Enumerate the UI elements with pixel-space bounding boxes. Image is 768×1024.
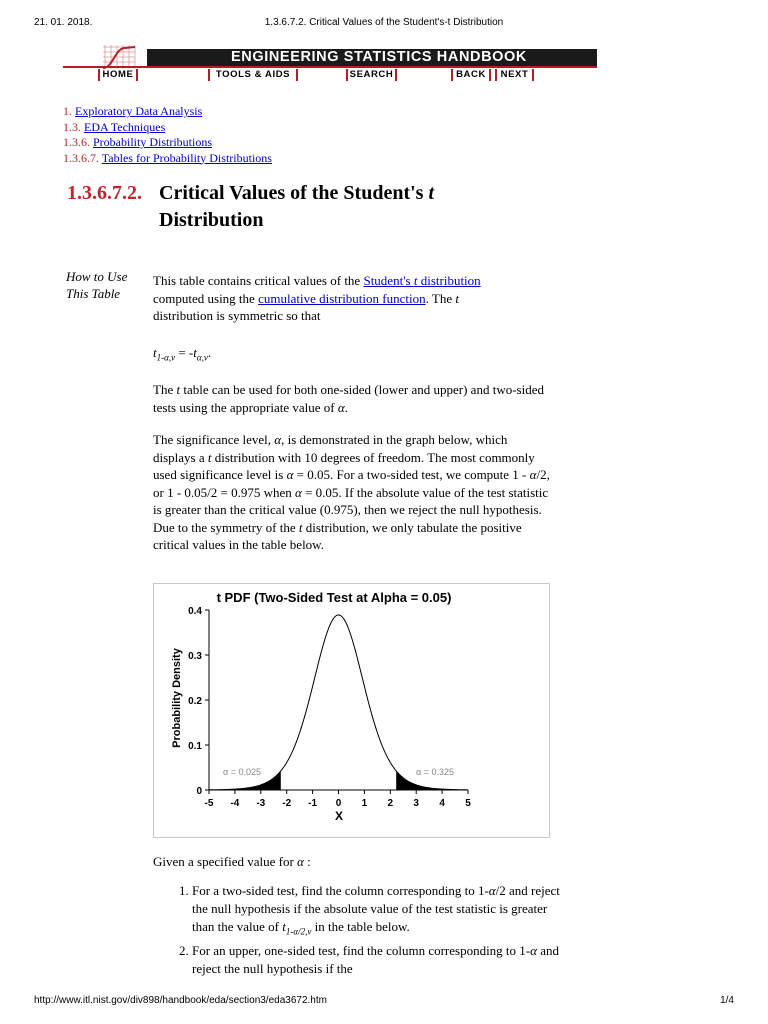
chart-x-tick-label: -1 <box>308 798 318 809</box>
next-button[interactable]: NEXT <box>495 69 534 81</box>
text: = 0.05. For a two-sided test, we compute 1 - <box>293 467 530 482</box>
symmetry-formula <box>153 344 551 367</box>
list-item <box>192 942 572 978</box>
chart-y-tick-label: 0.4 <box>188 606 202 617</box>
breadcrumb-item <box>63 135 272 151</box>
chart-x-label: X <box>334 809 344 823</box>
text: This table contains critical values of the <box>153 273 364 288</box>
instructions-list <box>175 882 572 979</box>
significance-paragraph <box>153 431 551 554</box>
search-button[interactable]: SEARCH <box>346 69 397 81</box>
title-part: t <box>428 182 435 204</box>
given-text <box>153 853 551 871</box>
students-t-distribution-link[interactable] <box>363 273 480 288</box>
chart-x-tick-label: 3 <box>413 798 419 809</box>
tools-aids-button[interactable]: TOOLS & AIDS <box>208 69 298 81</box>
home-button[interactable]: HOME <box>98 69 138 81</box>
formula-part: . <box>207 345 212 360</box>
section-number: 1.3.6.7.2. <box>67 182 142 204</box>
link-text: Student's <box>363 273 414 288</box>
text: α <box>530 942 537 958</box>
text: For a two-sided test, find the column corresponding to 1- <box>192 883 489 898</box>
text: t <box>298 519 303 535</box>
formula-part: = - <box>175 345 194 360</box>
text: , is demonstrated in the graph below, which displays a <box>153 432 508 465</box>
text: distribution with 10 degrees of freedom. The most commonly used significance level is <box>153 449 535 482</box>
breadcrumb-item <box>63 151 272 167</box>
chart-y-tick-label: 0.3 <box>188 651 202 662</box>
text: α <box>529 467 537 482</box>
formula-sub: α,ν <box>196 352 208 363</box>
text: α <box>286 467 294 482</box>
text: α <box>274 432 282 447</box>
chart-pdf-curve <box>209 615 468 790</box>
formula-sub: 1-α,ν <box>156 352 176 363</box>
chart-annotation-right: α = 0.325 <box>416 767 454 777</box>
handbook-banner <box>63 44 683 84</box>
breadcrumb-link-probability-distributions[interactable]: Probability Distributions <box>93 135 213 149</box>
text: t <box>176 382 181 397</box>
text: : <box>303 854 311 869</box>
title-part: Critical Values of the Student's <box>159 182 429 204</box>
chart-title: t PDF (Two-Sided Test at Alpha = 0.05) <box>216 590 452 605</box>
text: distribution is symmetric so that <box>153 308 321 323</box>
text: The <box>153 382 177 397</box>
t-pdf-chart-svg <box>154 584 551 839</box>
breadcrumb-item <box>63 120 272 136</box>
print-url: http://www.itl.nist.gov/div898/handbook/eda/section3/eda3672.htm <box>34 995 327 1006</box>
chart-x-tick-label: -3 <box>256 798 266 809</box>
text: α <box>297 854 304 869</box>
text: and reject the null hypothesis if the <box>192 942 559 976</box>
link-text: distribution <box>417 273 481 288</box>
formula-part: t <box>193 345 197 360</box>
text: α <box>488 883 496 898</box>
cdf-link[interactable]: cumulative distribution function <box>258 290 426 306</box>
breadcrumb-number: 1.3. <box>63 119 81 134</box>
chart-y-tick-label: 0 <box>196 786 202 797</box>
breadcrumb-item <box>63 104 272 120</box>
intro-paragraph <box>153 272 551 325</box>
breadcrumb <box>63 104 272 166</box>
chart-x-tick-label: -5 <box>204 798 214 809</box>
text: The significance level, <box>153 432 275 447</box>
text: . <box>344 399 348 415</box>
chart-x-tick-label: 2 <box>387 798 394 809</box>
text: t <box>282 919 286 934</box>
chart-y-label: Probability Density <box>171 648 183 748</box>
formula-part: t <box>153 345 157 360</box>
chart-x-tick-label: 5 <box>465 798 471 809</box>
text: distribution, we only tabulate the positive critical values in the table below. <box>153 519 522 552</box>
chart-y-tick-label: 0.2 <box>188 696 202 707</box>
chart-y-tick-label: 0.1 <box>188 741 202 752</box>
banner-divider <box>63 66 597 68</box>
section-title <box>159 180 639 234</box>
list-item <box>192 882 572 941</box>
breadcrumb-number: 1. <box>63 104 72 118</box>
banner-title: ENGINEERING STATISTICS HANDBOOK <box>147 49 597 66</box>
title-part: Distribution <box>159 209 264 231</box>
text: in the table below. <box>311 919 410 934</box>
text: /2 and reject the null hypothesis if the absolute value of the test statistic is greater than the value of <box>192 883 560 934</box>
text: . The <box>425 290 456 306</box>
chart-x-tick-label: -2 <box>282 798 292 809</box>
text: /2, or 1 - 0.05/2 = 0.975 when <box>153 467 550 500</box>
breadcrumb-link-eda-techniques[interactable]: EDA Techniques <box>84 119 166 134</box>
text: Given a specified value for <box>153 854 298 869</box>
usage-paragraph <box>153 381 551 416</box>
text: α <box>337 399 345 415</box>
text: table can be used for both one-sided (lower and upper) and two-sided tests using the appropriate value of <box>153 382 544 415</box>
text: = 0.05. If the absolute value of the test statistic is greater than the critical value (0.975), then we reject the null hypothesis. Due to the symmetry of the <box>153 484 549 535</box>
chart-x-tick-label: 1 <box>361 798 368 809</box>
breadcrumb-number: 1.3.6.7. <box>63 150 99 165</box>
print-page-title: 1.3.6.7.2. Critical Values of the Student's-t Distribution <box>264 17 504 28</box>
back-button[interactable]: BACK <box>451 69 491 81</box>
text: computed using the <box>153 290 259 306</box>
chart-x-tick-label: 0 <box>335 798 342 809</box>
print-date: 21. 01. 2018. <box>34 17 93 28</box>
breadcrumb-link-tables[interactable]: Tables for Probability Distributions <box>101 150 272 165</box>
link-text: t <box>413 273 418 288</box>
text: α <box>295 484 302 500</box>
text: t <box>207 449 212 465</box>
text: For an upper, one-sided test, find the column corresponding to 1- <box>192 942 531 958</box>
chart-x-tick-label: 4 <box>439 798 445 809</box>
breadcrumb-link-eda[interactable]: Exploratory Data Analysis <box>75 104 203 118</box>
print-page-number: 1/4 <box>720 995 734 1006</box>
sidenote-how-to-use: How to Use This Table <box>66 269 128 301</box>
chart-x-tick-label: -4 <box>230 798 240 809</box>
text: t <box>455 290 459 306</box>
chart-annotation-left: α = 0.025 <box>223 767 261 777</box>
breadcrumb-number: 1.3.6. <box>63 135 90 149</box>
text: 1-α/2,ν <box>285 926 312 937</box>
t-pdf-chart <box>153 583 550 838</box>
